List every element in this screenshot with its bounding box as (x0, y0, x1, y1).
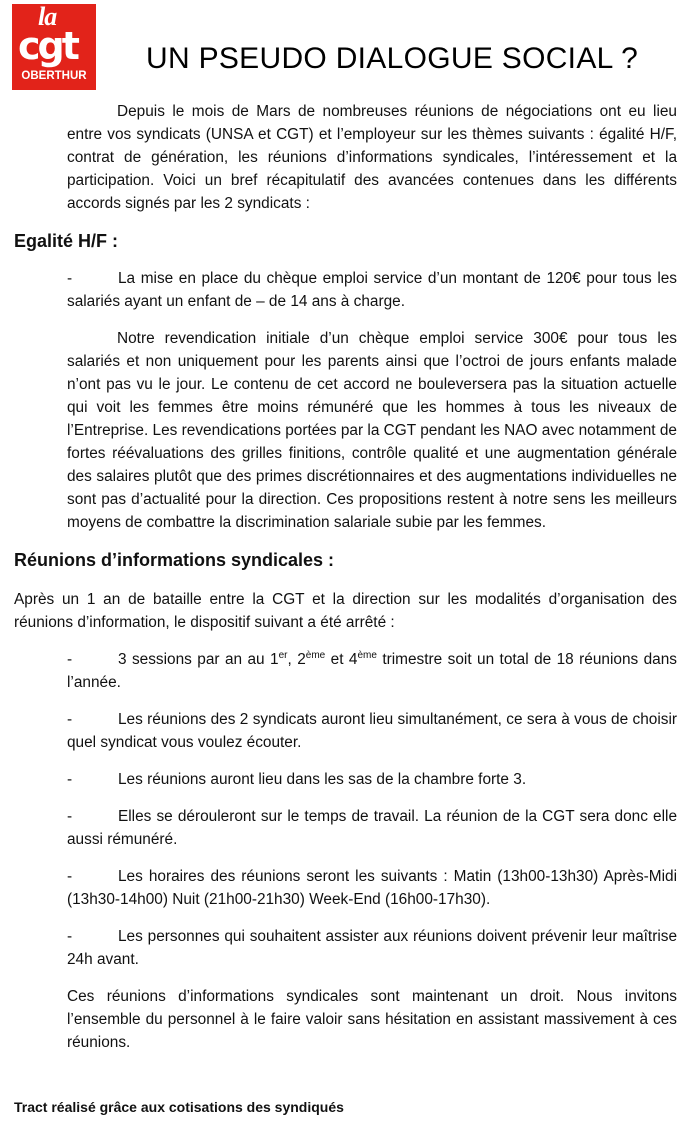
reunions-intro: Après un 1 an de bataille entre la CGT et la direction sur les modalités d’organisation des réunions d’information, le dispositif suivant a été arrêté : (14, 591, 677, 631)
closing-paragraph: Ces réunions d’informations syndicales sont maintenant un droit. Nous invitons l’ensemble du personnel à le faire valoir sans hésitation en assistant massivement à ces réunions. (67, 988, 677, 1051)
logo-la: la (38, 4, 57, 31)
bullet-dash: - (67, 270, 73, 287)
bullet-dash: - (67, 808, 73, 825)
logo-cgt: cgt (18, 24, 77, 68)
document-body (14, 100, 677, 1054)
list-item: - La mise en place du chèque emploi service d’un montant de 120€ pour tous les salariés ayant un enfant de – de 14 ans à charge. (14, 267, 677, 313)
list-item: - Les réunions auront lieu dans les sas de la chambre forte 3. (14, 768, 677, 791)
bullet-dash: - (67, 928, 73, 945)
cgt-logo (12, 4, 96, 90)
egalite-paragraph: Notre revendication initiale d’un chèque emploi service 300€ pour tous les salariés et non uniquement pour les parents ainsi que l’octroi de jours enfants malade n’ont pas vu le jour. Le contenu de cet accord ne bouleversera pas la situation actuelle qui voit les femmes être moins rémunéré que les hommes à tous les niveaux de l’Entreprise. Les revendications portées par la CGT pendant les NAO avec notamment de fortes réévaluations des grilles finitions, contrôle qualité et une augmentation générale des salaires plutôt que des primes discrétionnaires et des augmentations individuelles ne sont pas d’actualité pour la direction. Ces propositions restent à notre sens les meilleurs moyens de combattre la discrimination salariale subie par les femmes. (67, 330, 677, 531)
list-item: - Les personnes qui souhaitent assister aux réunions doivent prévenir leur maîtrise 24h avant. (14, 925, 677, 971)
list-item: - Elles se dérouleront sur le temps de travail. La réunion de la CGT sera donc elle aussi rémunéré. (14, 805, 677, 851)
list-item: - 3 sessions par an au 1er, 2ème et 4ème trimestre soit un total de 18 réunions dans l’année. (67, 649, 677, 691)
bullet-dash: - (67, 711, 73, 728)
intro-paragraph: Depuis le mois de Mars de nombreuses réunions de négociations ont eu lieu entre vos syndicats (UNSA et CGT) et l’employeur sur les thèmes suivants : égalité H/F, contrat de génération, les réunions d’informations syndicales, l’intéressement et la participation. Voici un bref récapitulatif des avancées contenues dans les différents accords signés par les 2 syndicats : (67, 103, 677, 212)
page-title: UN PSEUDO DIALOGUE SOCIAL ? (146, 42, 639, 75)
bullet-dash: - (67, 868, 73, 885)
bullet-dash: - (67, 771, 73, 788)
list-item: - Les réunions des 2 syndicats auront lieu simultanément, ce sera à vous de choisir quel syndicat vous voulez écouter. (14, 708, 677, 754)
list-item: - Les horaires des réunions seront les suivants : Matin (13h00-13h30) Après-Midi (13h30-14h00) Nuit (21h00-21h30) Week-End (16h00-17h30). (14, 865, 677, 911)
bullet-dash: - (67, 651, 73, 668)
logo-oberthur: OBERTHUR (21, 70, 87, 82)
heading-reunions: Réunions d’informations syndicales : (14, 550, 335, 570)
heading-egalite: Egalité H/F : (14, 231, 119, 251)
footer-note: Tract réalisé grâce aux cotisations des syndiqués (14, 1099, 344, 1115)
